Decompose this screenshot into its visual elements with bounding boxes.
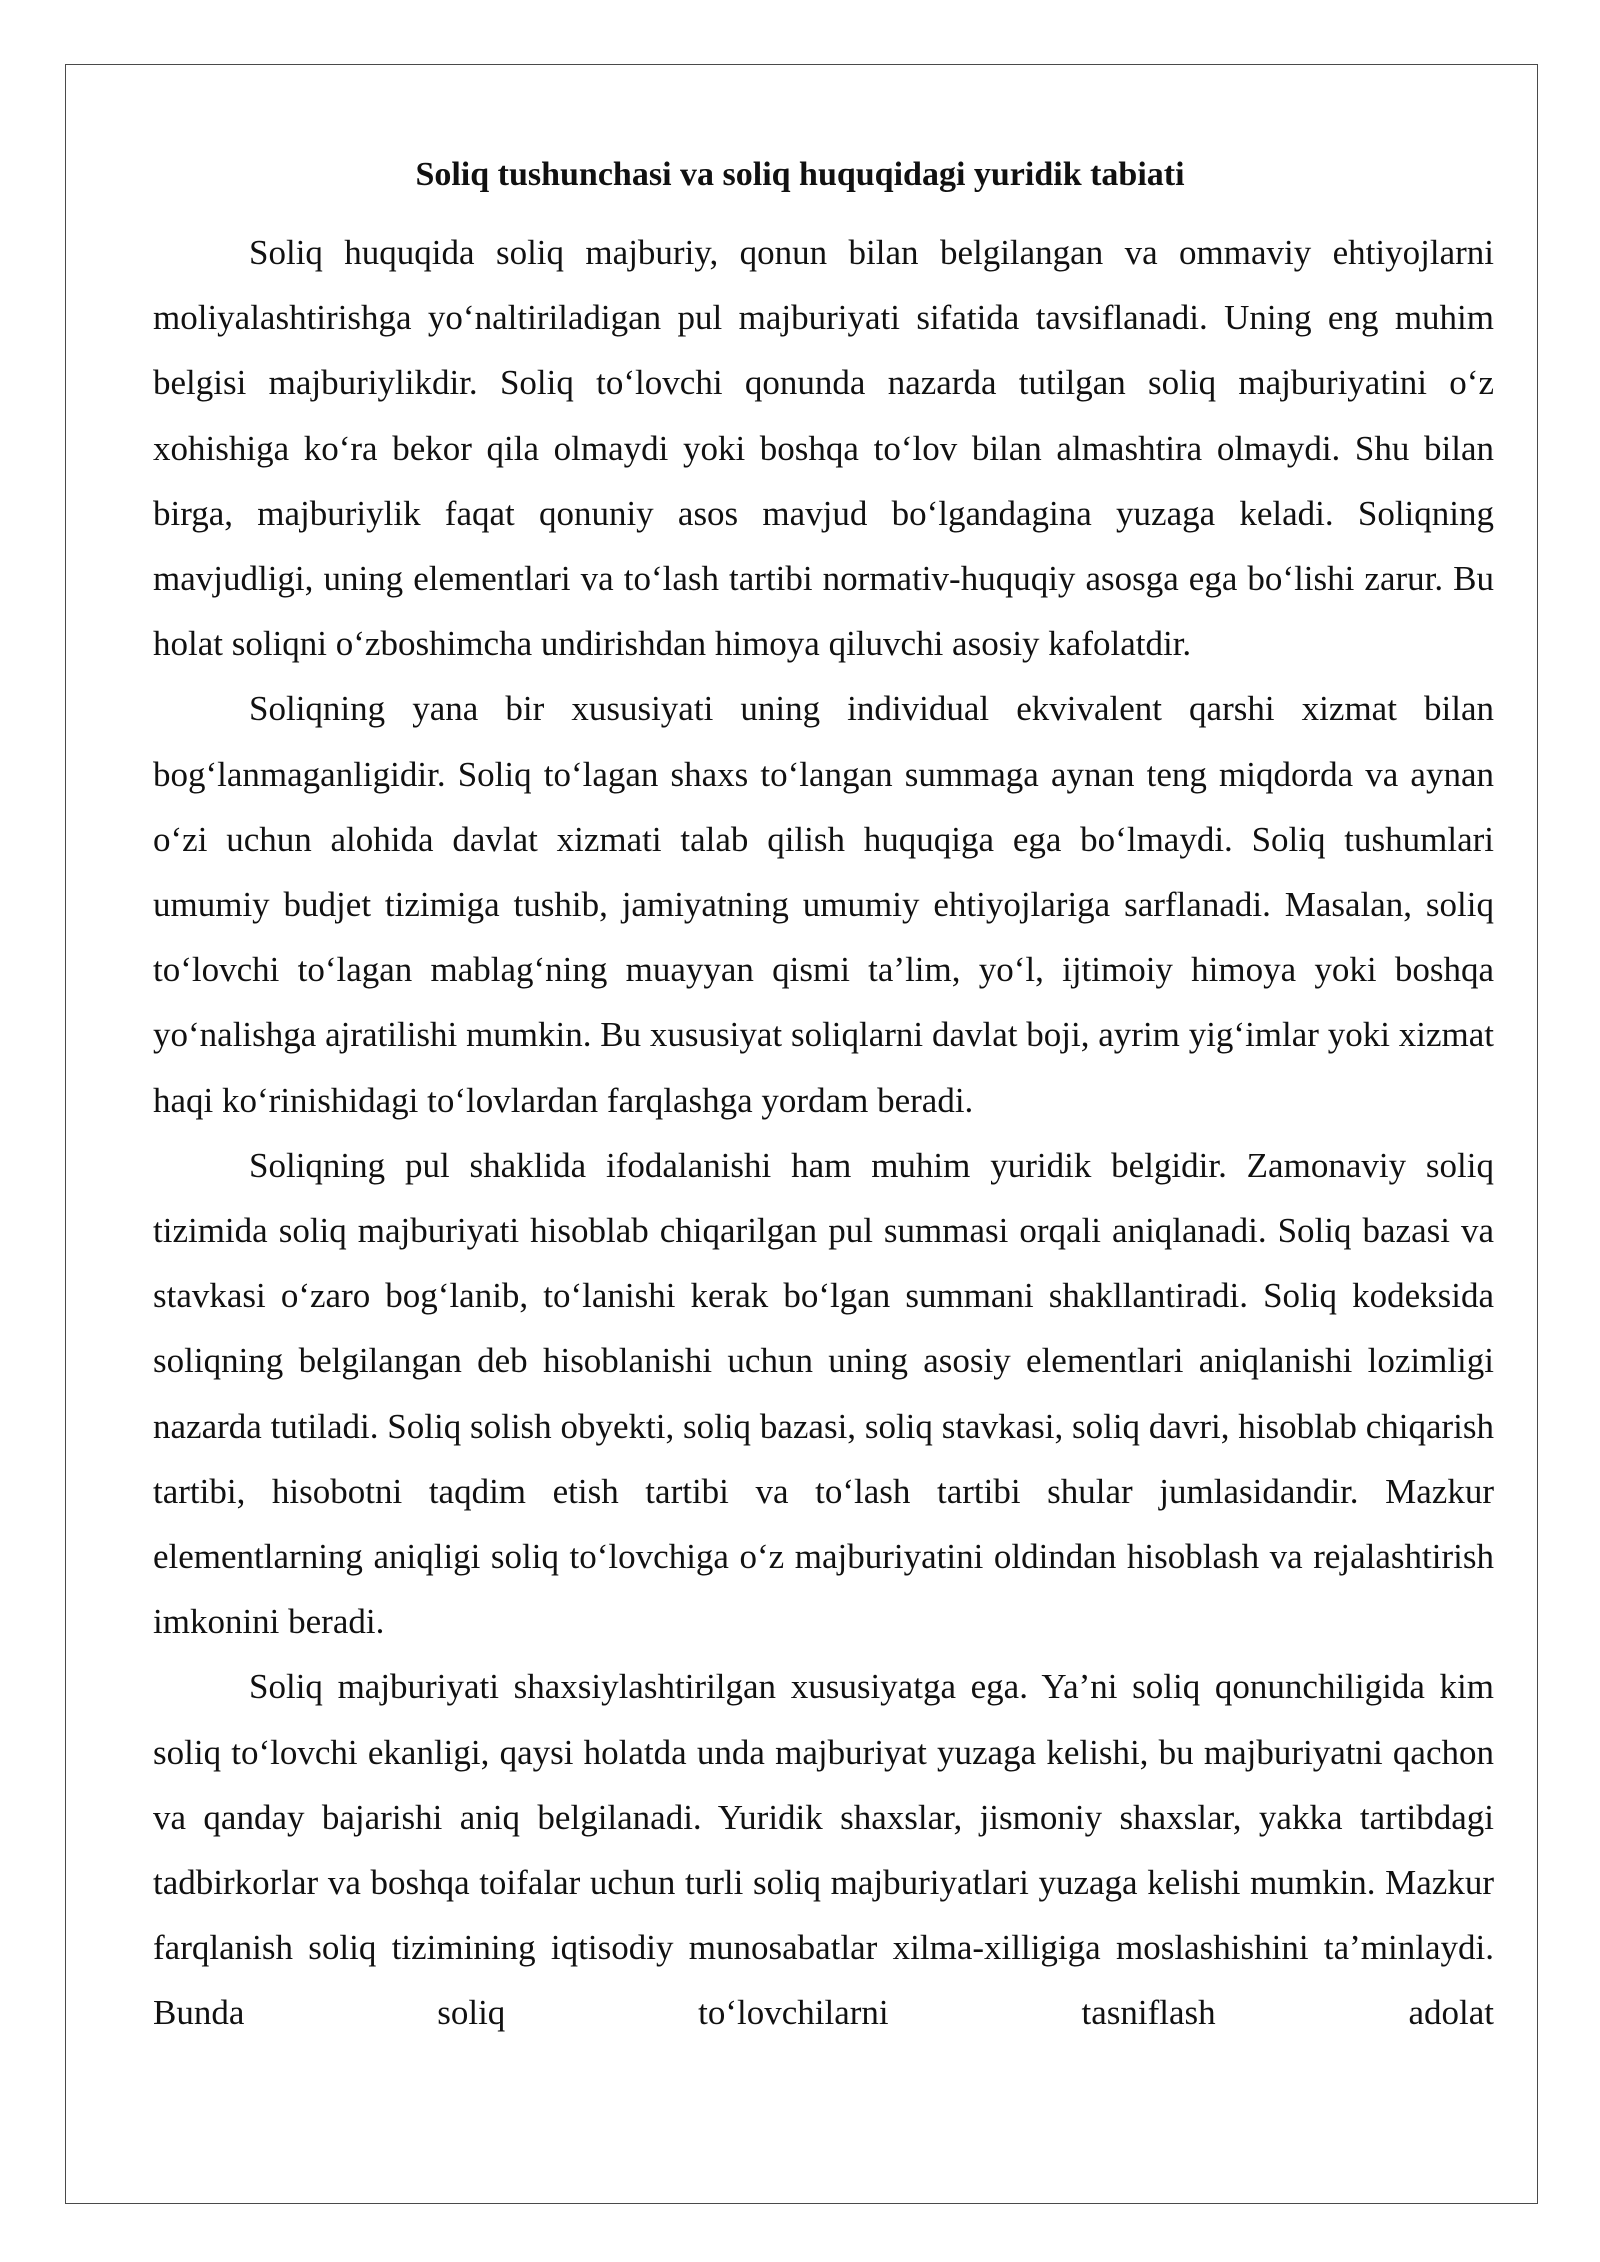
document-title: Soliq tushunchasi va soliq huquqidagi yuridik tabiati <box>415 156 1185 193</box>
paragraph-3: Soliqning pul shaklida ifodalanishi ham muhim yuridik belgidir. Zamonaviy soliq tizimida soliq majburiyati hisoblab chiqarilgan pul summasi orqali aniqlanadi. Soliq bazasi va stavkasi o‘zaro bog‘lanib, to‘lanishi kerak bo‘lgan summani shakllantiradi. Soliq kodeksida soliqning belgilangan deb hisoblanishi uchun uning asosiy elementlari aniqlanishi lozimligi nazarda tutiladi. Soliq solish obyekti, soliq bazasi, soliq stavkasi, soliq davri, hisoblab chiqarish tartibi, hisobotni taqdim etish tartibi va to‘lash tartibi shular jumlasidandir. Mazkur elementlarning aniqligi soliq to‘lovchiga o‘z majburiyatini oldindan hisoblash va rejalashtirish imkonini beradi. <box>153 1145 1494 1642</box>
paragraph-2: Soliqning yana bir xususiyati uning individual ekvivalent qarshi xizmat bilan bog‘lanmaganligidir. Soliq to‘lagan shaxs to‘langan summaga aynan teng miqdorda va aynan o‘zi uchun alohida davlat xizmati talab qilish huquqiga ega bo‘lmaydi. Soliq tushumlari umumiy budjet tizimiga tushib, jamiyatning umumiy ehtiyojlariga sarflanadi. Masalan, soliq to‘lovchi to‘lagan mablag‘ning muayyan qismi ta’lim, yo‘l, ijtimoiy himoya yoki boshqa yo‘nalishga ajratilishi mumkin. Bu xususiyat soliqlarni davlat boji, ayrim yig‘imlar yoki xizmat haqi ko‘rinishidagi to‘lovlardan farqlashga yordam beradi. <box>153 689 1494 1120</box>
paragraph-4: Soliq majburiyati shaxsiylashtirilgan xususiyatga ega. Ya’ni soliq qonunchiligida kim soliq to‘lovchi ekanligi, qaysi holatda unda majburiyat yuzaga kelishi, bu majburiyatni qachon va qanday bajarishi aniq belgilanadi. Yuridik shaxslar, jismoniy shaxslar, yakka tartibdagi tadbirkorlar va boshqa toifalar uchun turli soliq majburiyatlari yuzaga kelishi mumkin. Mazkur farqlanish soliq tizimining iqtisodiy munosabatlar xilma-xilligiga moslashishini ta’minlaydi. Bunda soliq to‘lovchilarni tasniflash adolat <box>153 1667 1494 2033</box>
document-body <box>153 220 1494 2046</box>
paragraph-1: Soliq huquqida soliq majburiy, qonun bilan belgilangan va ommaviy ehtiyojlarni moliyalashtirishga yo‘naltiriladigan pul majburiyati sifatida tavsiflanadi. Uning eng muhim belgisi majburiylikdir. Soliq to‘lovchi qonunda nazarda tutilgan soliq majburiyatini o‘z xohishiga ko‘ra bekor qila olmaydi yoki boshqa to‘lov bilan almashtira olmaydi. Shu bilan birga, majburiylik faqat qonuniy asos mavjud bo‘lgandagina yuzaga keladi. Soliqning mavjudligi, uning elementlari va to‘lash tartibi normativ-huquqiy asosga ega bo‘lishi zarur. Bu holat soliqni o‘zboshimcha undirishdan himoya qiluvchi asosiy kafolatdir. <box>153 233 1494 664</box>
